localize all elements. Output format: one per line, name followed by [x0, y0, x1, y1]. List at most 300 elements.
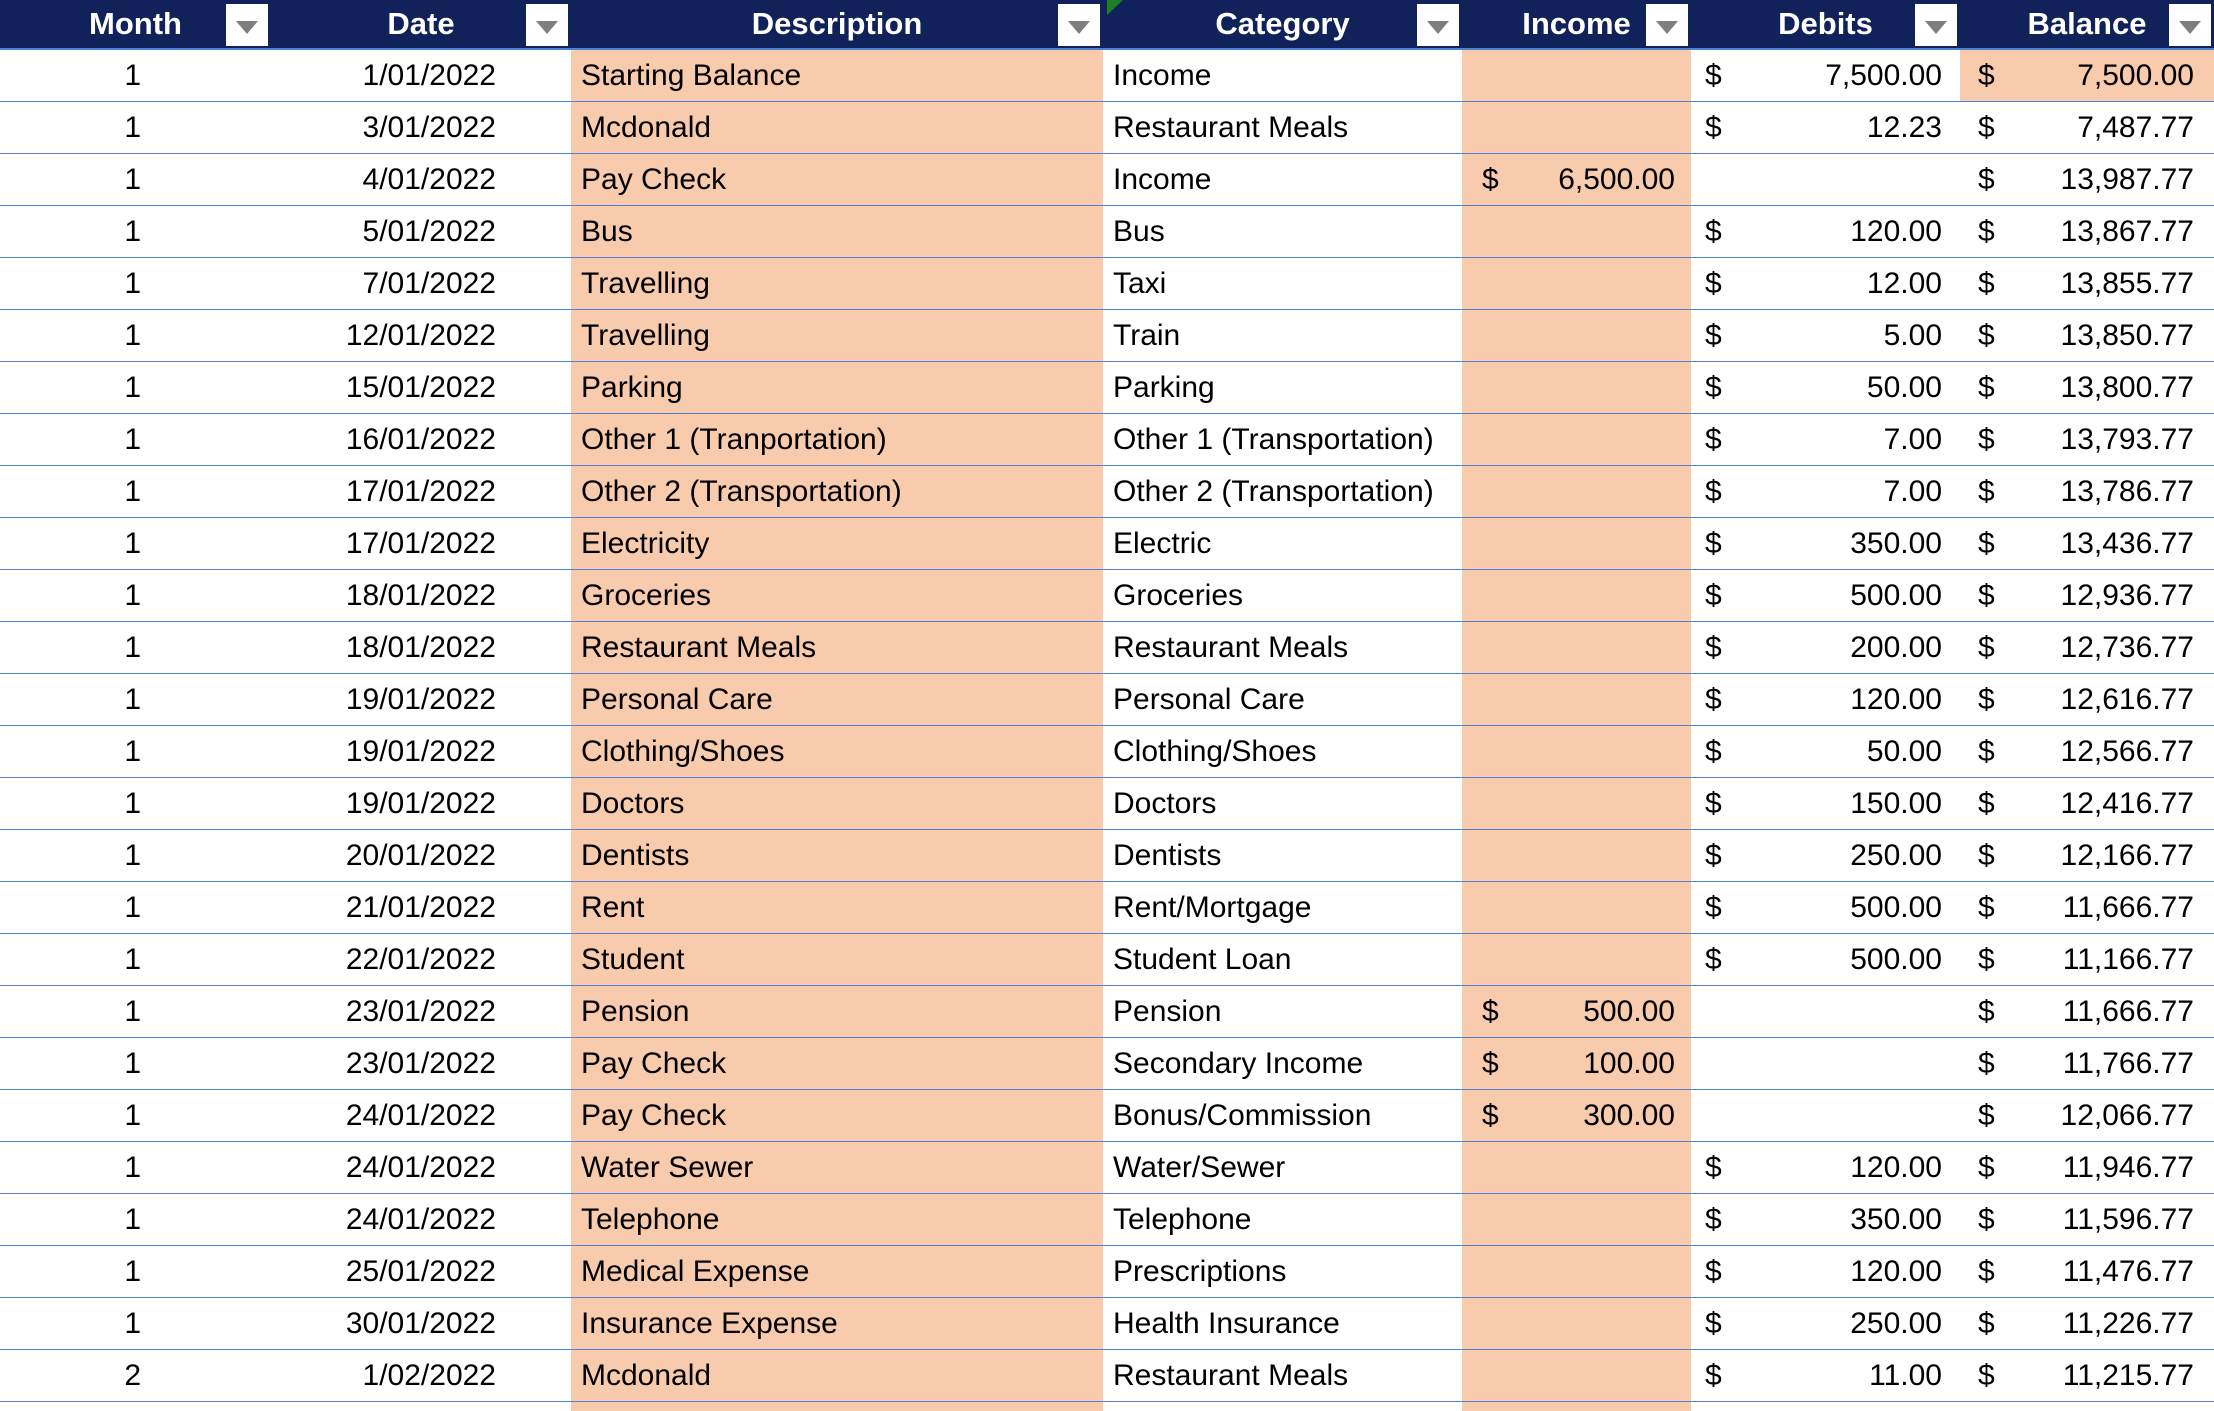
- cell-description[interactable]: Rent: [571, 882, 1103, 934]
- amount: 120.00: [1850, 1150, 1942, 1184]
- cell-date[interactable]: 25/01/2022: [271, 1246, 571, 1298]
- cell-date[interactable]: [271, 1402, 571, 1411]
- table-row: [0, 1246, 2214, 1298]
- currency-symbol: $: [1978, 994, 1995, 1028]
- table-row: [0, 986, 2214, 1038]
- currency-symbol: $: [1705, 370, 1722, 404]
- cell-date[interactable]: 18/01/2022: [271, 622, 571, 674]
- amount: 11,766.77: [2062, 1046, 2194, 1080]
- cell-date[interactable]: 22/01/2022: [271, 934, 571, 986]
- amount: 11,215.77: [2062, 1358, 2194, 1392]
- cell-balance[interactable]: [1960, 362, 2214, 414]
- cell-income[interactable]: [1462, 154, 1691, 206]
- cell-income[interactable]: [1462, 206, 1691, 258]
- amount: 120.00: [1850, 682, 1942, 716]
- cell-month[interactable]: 1: [0, 986, 271, 1038]
- table-row: [0, 1194, 2214, 1246]
- cell-income[interactable]: [1462, 466, 1691, 518]
- table-row: [0, 1142, 2214, 1194]
- currency-symbol: $: [1482, 994, 1499, 1028]
- cell-income[interactable]: [1462, 1090, 1691, 1142]
- currency-symbol: $: [1978, 526, 1995, 560]
- cell-debits[interactable]: [1691, 726, 1960, 778]
- cell-income[interactable]: [1462, 986, 1691, 1038]
- amount: 12,166.77: [2060, 838, 2194, 872]
- cell-date[interactable]: 24/01/2022: [271, 1142, 571, 1194]
- cell-category[interactable]: Telephone: [1103, 1194, 1462, 1246]
- currency-symbol: $: [1978, 318, 1995, 352]
- cell-balance[interactable]: [1960, 674, 2214, 726]
- cell-month[interactable]: 1: [0, 206, 271, 258]
- cell-category[interactable]: Income: [1103, 154, 1462, 206]
- cell-income[interactable]: [1462, 1350, 1691, 1402]
- cell-description[interactable]: Insurance Expense: [571, 1298, 1103, 1350]
- currency-symbol: $: [1978, 1150, 1995, 1184]
- cell-income[interactable]: [1462, 1246, 1691, 1298]
- cell-income[interactable]: [1462, 726, 1691, 778]
- currency-symbol: $: [1705, 266, 1722, 300]
- cell-income[interactable]: [1462, 1142, 1691, 1194]
- currency-symbol: $: [1705, 1254, 1722, 1288]
- filter-arrow-icon: [1068, 21, 1090, 34]
- cell-month[interactable]: 1: [0, 466, 271, 518]
- cell-debits[interactable]: [1691, 1246, 1960, 1298]
- column-header-description[interactable]: [571, 0, 1103, 50]
- cell-debits[interactable]: [1691, 102, 1960, 154]
- cell-category[interactable]: Secondary Income: [1103, 1038, 1462, 1090]
- cell-description[interactable]: Mcdonald: [571, 1350, 1103, 1402]
- currency-symbol: $: [1705, 890, 1722, 924]
- cell-description[interactable]: Student: [571, 934, 1103, 986]
- cell-balance[interactable]: [1960, 570, 2214, 622]
- cell-date[interactable]: 17/01/2022: [271, 466, 571, 518]
- cell-balance[interactable]: [1960, 1142, 2214, 1194]
- cell-month[interactable]: 1: [0, 882, 271, 934]
- currency-symbol: $: [1705, 214, 1722, 248]
- cell-debits[interactable]: [1691, 258, 1960, 310]
- filter-button-category[interactable]: [1417, 4, 1459, 46]
- cell-date[interactable]: 24/01/2022: [271, 1090, 571, 1142]
- column-header-label: Date: [387, 6, 455, 41]
- cell-month[interactable]: 1: [0, 518, 271, 570]
- cell-month[interactable]: 1: [0, 258, 271, 310]
- cell-income[interactable]: [1462, 50, 1691, 102]
- cell-month[interactable]: 1: [0, 674, 271, 726]
- amount: 250.00: [1850, 838, 1942, 872]
- cell-balance[interactable]: [1960, 622, 2214, 674]
- cell-date[interactable]: 3/01/2022: [271, 102, 571, 154]
- cell-category[interactable]: Bus: [1103, 206, 1462, 258]
- amount: 11.00: [1869, 1358, 1942, 1392]
- cell-income[interactable]: [1462, 778, 1691, 830]
- table-row: [0, 362, 2214, 414]
- cell-month[interactable]: 1: [0, 726, 271, 778]
- amount: 12.00: [1866, 266, 1942, 300]
- cell-debits[interactable]: [1691, 466, 1960, 518]
- cell-balance[interactable]: [1960, 206, 2214, 258]
- cell-description[interactable]: Clothing/Shoes: [571, 726, 1103, 778]
- currency-symbol: $: [1705, 318, 1722, 352]
- cell-income[interactable]: [1462, 518, 1691, 570]
- cell-date[interactable]: 7/01/2022: [271, 258, 571, 310]
- cell-date[interactable]: 16/01/2022: [271, 414, 571, 466]
- cell-income[interactable]: [1462, 1402, 1691, 1411]
- cell-date[interactable]: 19/01/2022: [271, 726, 571, 778]
- cell-balance[interactable]: [1960, 102, 2214, 154]
- amount: 7,500.00: [1825, 58, 1942, 92]
- cell-balance[interactable]: [1960, 50, 2214, 102]
- currency-symbol: $: [1978, 1098, 1995, 1132]
- cell-category[interactable]: Taxi: [1103, 258, 1462, 310]
- table-row: [0, 1090, 2214, 1142]
- cell-income[interactable]: [1462, 830, 1691, 882]
- cell-description[interactable]: Mcdonald: [571, 102, 1103, 154]
- column-header-label: Category: [1215, 6, 1350, 41]
- cell-category[interactable]: Rent/Mortgage: [1103, 882, 1462, 934]
- cell-description[interactable]: Electricity: [571, 518, 1103, 570]
- cell-month[interactable]: 1: [0, 102, 271, 154]
- cell-description[interactable]: Telephone: [571, 1194, 1103, 1246]
- cell-balance[interactable]: [1960, 1090, 2214, 1142]
- cell-balance[interactable]: [1960, 1298, 2214, 1350]
- cell-debits[interactable]: [1691, 362, 1960, 414]
- cell-debits[interactable]: [1691, 1038, 1960, 1090]
- cell-balance[interactable]: [1960, 1194, 2214, 1246]
- cell-income[interactable]: [1462, 310, 1691, 362]
- cell-debits[interactable]: [1691, 310, 1960, 362]
- currency-symbol: $: [1978, 370, 1995, 404]
- cell-category[interactable]: Prescriptions: [1103, 1246, 1462, 1298]
- cell-month[interactable]: 1: [0, 1038, 271, 1090]
- currency-symbol: $: [1978, 942, 1995, 976]
- cell-income[interactable]: [1462, 1194, 1691, 1246]
- currency-symbol: $: [1705, 734, 1722, 768]
- cell-date[interactable]: 15/01/2022: [271, 362, 571, 414]
- cell-income[interactable]: [1462, 674, 1691, 726]
- cell-category[interactable]: [1103, 1402, 1462, 1411]
- cell-balance[interactable]: [1960, 882, 2214, 934]
- filter-button-month[interactable]: [226, 4, 268, 46]
- cell-debits[interactable]: [1691, 1298, 1960, 1350]
- cell-balance[interactable]: [1960, 1402, 2214, 1411]
- amount: 13,850.77: [2060, 318, 2194, 352]
- cell-debits[interactable]: [1691, 934, 1960, 986]
- currency-symbol: $: [1705, 110, 1722, 144]
- currency-symbol: $: [1978, 630, 1995, 664]
- currency-symbol: $: [1978, 1254, 1995, 1288]
- cell-month[interactable]: 1: [0, 414, 271, 466]
- amount: 500.00: [1850, 942, 1942, 976]
- cell-debits[interactable]: [1691, 570, 1960, 622]
- table-row: [0, 778, 2214, 830]
- amount: 13,800.77: [2060, 370, 2194, 404]
- cell-balance[interactable]: [1960, 310, 2214, 362]
- filter-arrow-icon: [236, 21, 258, 34]
- cell-date[interactable]: 18/01/2022: [271, 570, 571, 622]
- cell-description[interactable]: Medical Expense: [571, 1246, 1103, 1298]
- amount: 13,987.77: [2060, 162, 2194, 196]
- cell-debits[interactable]: [1691, 986, 1960, 1038]
- amount: 7,487.77: [2077, 110, 2194, 144]
- cell-category[interactable]: Other 2 (Transportation): [1103, 466, 1462, 518]
- cell-description[interactable]: Bus: [571, 206, 1103, 258]
- cell-income[interactable]: [1462, 258, 1691, 310]
- cell-month[interactable]: 1: [0, 934, 271, 986]
- cell-balance[interactable]: [1960, 726, 2214, 778]
- column-header-balance[interactable]: [1960, 0, 2214, 50]
- cell-income[interactable]: [1462, 882, 1691, 934]
- currency-symbol: $: [1482, 1098, 1499, 1132]
- column-header-label: Balance: [2027, 6, 2147, 41]
- cell-date[interactable]: 4/01/2022: [271, 154, 571, 206]
- cell-category[interactable]: Student Loan: [1103, 934, 1462, 986]
- cell-date[interactable]: 12/01/2022: [271, 310, 571, 362]
- amount: 11,596.77: [2062, 1202, 2194, 1236]
- cell-income[interactable]: [1462, 622, 1691, 674]
- cell-date[interactable]: 21/01/2022: [271, 882, 571, 934]
- amount: 13,867.77: [2060, 214, 2194, 248]
- cell-month[interactable]: 1: [0, 1246, 271, 1298]
- cell-month[interactable]: 1: [0, 310, 271, 362]
- amount: 7.00: [1883, 474, 1942, 508]
- cell-month[interactable]: 1: [0, 1194, 271, 1246]
- cell-date[interactable]: 1/02/2022: [271, 1350, 571, 1402]
- table-row: [0, 622, 2214, 674]
- cell-date[interactable]: 30/01/2022: [271, 1298, 571, 1350]
- cell-description[interactable]: Travelling: [571, 310, 1103, 362]
- cell-description[interactable]: Pay Check: [571, 154, 1103, 206]
- amount: 11,226.77: [2062, 1306, 2194, 1340]
- filter-arrow-icon: [1427, 21, 1449, 34]
- filter-button-description[interactable]: [1058, 4, 1100, 46]
- cell-balance[interactable]: [1960, 778, 2214, 830]
- cell-description[interactable]: Pay Check: [571, 1090, 1103, 1142]
- cell-category[interactable]: Income: [1103, 50, 1462, 102]
- cell-month[interactable]: 1: [0, 1090, 271, 1142]
- cell-category[interactable]: Restaurant Meals: [1103, 1350, 1462, 1402]
- filter-arrow-icon: [2179, 21, 2201, 34]
- table-row: [0, 466, 2214, 518]
- cell-balance[interactable]: [1960, 1246, 2214, 1298]
- table-row: [0, 934, 2214, 986]
- cell-balance[interactable]: [1960, 466, 2214, 518]
- cell-month[interactable]: 1: [0, 570, 271, 622]
- cell-category[interactable]: Parking: [1103, 362, 1462, 414]
- cell-category[interactable]: Health Insurance: [1103, 1298, 1462, 1350]
- cell-date[interactable]: 5/01/2022: [271, 206, 571, 258]
- cell-balance[interactable]: [1960, 154, 2214, 206]
- table-row: [0, 102, 2214, 154]
- table-row: [0, 1298, 2214, 1350]
- cell-description[interactable]: Other 1 (Tranportation): [571, 414, 1103, 466]
- currency-symbol: $: [1705, 786, 1722, 820]
- filter-arrow-icon: [536, 21, 558, 34]
- cell-category[interactable]: Restaurant Meals: [1103, 622, 1462, 674]
- cell-date[interactable]: 19/01/2022: [271, 674, 571, 726]
- cell-date[interactable]: 20/01/2022: [271, 830, 571, 882]
- column-header-income[interactable]: [1462, 0, 1691, 50]
- cell-description[interactable]: Groceries: [571, 570, 1103, 622]
- cell-category[interactable]: Doctors: [1103, 778, 1462, 830]
- currency-symbol: $: [1482, 162, 1499, 196]
- cell-debits[interactable]: [1691, 674, 1960, 726]
- filter-button-balance[interactable]: [2169, 4, 2211, 46]
- amount: 13,786.77: [2060, 474, 2194, 508]
- currency-symbol: $: [1978, 890, 1995, 924]
- table-row: [0, 518, 2214, 570]
- cell-balance[interactable]: [1960, 986, 2214, 1038]
- currency-symbol: $: [1978, 422, 1995, 456]
- cell-category[interactable]: Pension: [1103, 986, 1462, 1038]
- cell-debits[interactable]: [1691, 830, 1960, 882]
- amount: 11,666.77: [2062, 994, 2194, 1028]
- amount: 350.00: [1850, 1202, 1942, 1236]
- amount: 7,500.00: [2077, 58, 2194, 92]
- filter-button-date[interactable]: [526, 4, 568, 46]
- cell-debits[interactable]: [1691, 1194, 1960, 1246]
- amount: 12.23: [1866, 110, 1942, 144]
- currency-symbol: $: [1978, 214, 1995, 248]
- amount: 120.00: [1850, 214, 1942, 248]
- cell-balance[interactable]: [1960, 1038, 2214, 1090]
- cell-category[interactable]: Bonus/Commission: [1103, 1090, 1462, 1142]
- column-header-debits[interactable]: [1691, 0, 1960, 50]
- cell-description[interactable]: Pension: [571, 986, 1103, 1038]
- amount: 11,476.77: [2062, 1254, 2194, 1288]
- cell-description[interactable]: Dentists: [571, 830, 1103, 882]
- cell-debits[interactable]: [1691, 154, 1960, 206]
- amount: 100.00: [1583, 1046, 1675, 1080]
- cell-balance[interactable]: [1960, 934, 2214, 986]
- cell-description[interactable]: Travelling: [571, 258, 1103, 310]
- cell-balance[interactable]: [1960, 414, 2214, 466]
- cell-month[interactable]: 1: [0, 1142, 271, 1194]
- cell-description[interactable]: Parking: [571, 362, 1103, 414]
- cell-debits[interactable]: [1691, 1402, 1960, 1411]
- cell-date[interactable]: 23/01/2022: [271, 1038, 571, 1090]
- cell-debits[interactable]: [1691, 622, 1960, 674]
- table-row: [0, 830, 2214, 882]
- cell-debits[interactable]: [1691, 206, 1960, 258]
- cell-income[interactable]: [1462, 1038, 1691, 1090]
- cell-month[interactable]: 1: [0, 154, 271, 206]
- column-header-label: Month: [89, 6, 182, 41]
- cell-description[interactable]: Pay Check: [571, 1038, 1103, 1090]
- cell-date[interactable]: 1/01/2022: [271, 50, 571, 102]
- filter-button-debits[interactable]: [1915, 4, 1957, 46]
- amount: 50.00: [1866, 370, 1942, 404]
- cell-category[interactable]: Water/Sewer: [1103, 1142, 1462, 1194]
- column-header-label: Income: [1522, 6, 1631, 41]
- cell-category[interactable]: Clothing/Shoes: [1103, 726, 1462, 778]
- currency-symbol: $: [1482, 1046, 1499, 1080]
- cell-description[interactable]: Personal Care: [571, 674, 1103, 726]
- cell-balance[interactable]: [1960, 830, 2214, 882]
- cell-debits[interactable]: [1691, 414, 1960, 466]
- cell-month[interactable]: 1: [0, 362, 271, 414]
- cell-month[interactable]: 1: [0, 778, 271, 830]
- table-row: [0, 882, 2214, 934]
- currency-symbol: $: [1978, 786, 1995, 820]
- cell-category[interactable]: Dentists: [1103, 830, 1462, 882]
- column-header-category[interactable]: [1103, 0, 1462, 50]
- cell-description[interactable]: Restaurant Meals: [571, 622, 1103, 674]
- cell-description[interactable]: [571, 1402, 1103, 1411]
- cell-income[interactable]: [1462, 570, 1691, 622]
- currency-symbol: $: [1705, 942, 1722, 976]
- cell-description[interactable]: Doctors: [571, 778, 1103, 830]
- cell-month[interactable]: 1: [0, 830, 271, 882]
- currency-symbol: $: [1705, 422, 1722, 456]
- cell-month[interactable]: 1: [0, 50, 271, 102]
- cell-balance[interactable]: [1960, 1350, 2214, 1402]
- cell-category[interactable]: Groceries: [1103, 570, 1462, 622]
- table-row: [0, 726, 2214, 778]
- green-flag-triangle-icon: [1107, 0, 1123, 15]
- column-header-month[interactable]: [0, 0, 271, 50]
- cell-debits[interactable]: [1691, 882, 1960, 934]
- cell-description[interactable]: Other 2 (Transportation): [571, 466, 1103, 518]
- cell-debits[interactable]: [1691, 50, 1960, 102]
- table-row: [0, 1350, 2214, 1402]
- amount: 11,166.77: [2062, 942, 2194, 976]
- amount: 13,855.77: [2060, 266, 2194, 300]
- cell-income[interactable]: [1462, 362, 1691, 414]
- cell-date[interactable]: 19/01/2022: [271, 778, 571, 830]
- header-row: [0, 0, 2214, 50]
- cell-description[interactable]: Water Sewer: [571, 1142, 1103, 1194]
- amount: 350.00: [1850, 526, 1942, 560]
- cell-income[interactable]: [1462, 102, 1691, 154]
- cell-balance[interactable]: [1960, 258, 2214, 310]
- cell-debits[interactable]: [1691, 518, 1960, 570]
- amount: 6,500.00: [1558, 162, 1675, 196]
- cell-date[interactable]: 17/01/2022: [271, 518, 571, 570]
- amount: 120.00: [1850, 1254, 1942, 1288]
- cell-category[interactable]: Electric: [1103, 518, 1462, 570]
- cell-category[interactable]: Restaurant Meals: [1103, 102, 1462, 154]
- cell-debits[interactable]: [1691, 1350, 1960, 1402]
- cell-debits[interactable]: [1691, 1090, 1960, 1142]
- cell-category[interactable]: Personal Care: [1103, 674, 1462, 726]
- amount: 250.00: [1850, 1306, 1942, 1340]
- currency-symbol: $: [1978, 162, 1995, 196]
- cell-month[interactable]: 1: [0, 1298, 271, 1350]
- table-row: [0, 674, 2214, 726]
- cell-debits[interactable]: [1691, 778, 1960, 830]
- cell-category[interactable]: Train: [1103, 310, 1462, 362]
- currency-symbol: $: [1705, 474, 1722, 508]
- currency-symbol: $: [1978, 1306, 1995, 1340]
- column-header-date[interactable]: [271, 0, 571, 50]
- cell-month[interactable]: 2: [0, 1350, 271, 1402]
- cell-description[interactable]: Starting Balance: [571, 50, 1103, 102]
- cell-month[interactable]: [0, 1402, 271, 1411]
- filter-button-income[interactable]: [1646, 4, 1688, 46]
- amount: 300.00: [1583, 1098, 1675, 1132]
- cell-month[interactable]: 1: [0, 622, 271, 674]
- cell-income[interactable]: [1462, 934, 1691, 986]
- cell-date[interactable]: 23/01/2022: [271, 986, 571, 1038]
- cell-balance[interactable]: [1960, 518, 2214, 570]
- cell-income[interactable]: [1462, 1298, 1691, 1350]
- cell-category[interactable]: Other 1 (Transportation): [1103, 414, 1462, 466]
- cell-debits[interactable]: [1691, 1142, 1960, 1194]
- amount: 150.00: [1850, 786, 1942, 820]
- cell-date[interactable]: 24/01/2022: [271, 1194, 571, 1246]
- cell-income[interactable]: [1462, 414, 1691, 466]
- currency-symbol: $: [1705, 1358, 1722, 1392]
